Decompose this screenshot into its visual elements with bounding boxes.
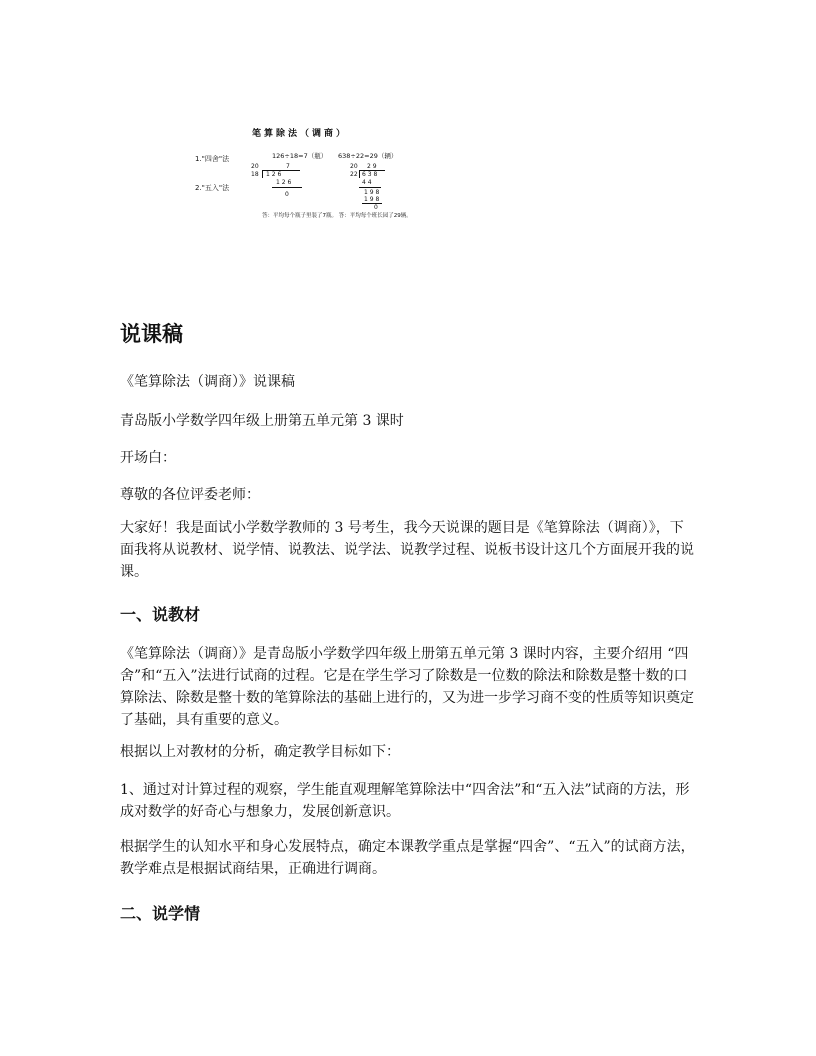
board-remainder-2: 0	[374, 204, 378, 211]
board-equation-2: 638÷22=29（辆）	[338, 152, 398, 160]
board-bracket-1	[262, 170, 263, 178]
objective-one-paragraph: 1、通过对计算过程的观察，学生能直观理解笔算除法中“四舍法”和“五入法”试商的方法，形成对数学的好奇心与想象力，发展创新意识。	[120, 782, 690, 820]
section-heading-learners: 二、说学情	[120, 904, 201, 923]
board-method-round-up: 2."五入"法	[195, 184, 230, 192]
board-dividend-2: 6 3 8	[362, 171, 378, 178]
board-quotient-1: 7	[286, 163, 290, 170]
board-equation-1: 126÷18=7（瓶）	[272, 152, 328, 160]
board-answer-note: 答：平均每个瓶子里装了7瓶。 答：平均每个班长园了29辆。	[262, 213, 412, 219]
board-subtract-line-2b	[362, 203, 382, 204]
objectives-intro-paragraph: 根据以上对教材的分析，确定教学目标如下：	[120, 744, 400, 760]
board-partial-product-2: 4 4	[362, 179, 372, 186]
textbook-analysis-paragraph: 《笔算除法（调商）》是青岛版小学数学四年级上册第五单元第 3 课时内容，主要介绍用 “四舍”和“五入”法进行试商的过程。它是在学生学习了除数是一位数的除法和除数是整十数的口算除法、除数是整十数的笔算除法的基础上进行的，又为进一步学习商不变的性质等知识奠定了基础，具有重要的意义。	[120, 646, 694, 728]
board-divisor-2: 22	[350, 171, 358, 178]
board-quotient-2: 2 9	[367, 163, 377, 170]
board-divisor-1: 18	[251, 171, 259, 178]
board-subtract-line-1	[272, 187, 302, 188]
board-estimate-1: 20	[251, 163, 259, 170]
board-method-round-down: 1."四舍"法	[195, 155, 230, 163]
blackboard-design-image	[192, 122, 442, 224]
introduction-paragraph: 大家好！我是面试小学数学教师的 3 号考生，我今天说课的题目是《笔算除法（调商）》，下面我将从说教材、说学情、说教法、说学法、说教学过程、说板书设计这几个方面展开我的说课。	[120, 520, 694, 580]
board-partial-product-2b: 1 9 8	[364, 196, 380, 203]
textbook-info-paragraph: 青岛版小学数学四年级上册第五单元第 3 课时	[120, 413, 404, 429]
section-heading-textbook: 一、说教材	[120, 605, 201, 624]
board-title: 笔算除法（调商）	[252, 129, 349, 139]
greeting-paragraph: 尊敬的各位评委老师：	[120, 487, 260, 503]
board-product-1: 1 2 6	[276, 179, 292, 186]
board-subtract-line-2a	[359, 187, 381, 188]
board-estimate-2: 20	[350, 163, 358, 170]
document-title: 说课稿	[120, 322, 183, 346]
key-difficulty-paragraph: 根据学生的认知水平和身心发展特点，确定本课教学重点是掌握“四舍”、“五入”的试商方法，教学难点是根据试商结果，正确进行调商。	[120, 839, 695, 877]
board-remainder-1: 0	[285, 191, 289, 198]
board-dividend-1: 1 2 6	[266, 171, 282, 178]
lesson-title-paragraph: 《笔算除法（调商）》说课稿	[120, 374, 295, 390]
board-partial-remainder-2: 1 9 8	[364, 189, 380, 196]
board-bracket-2	[359, 170, 360, 178]
opening-label: 开场白：	[120, 450, 176, 466]
